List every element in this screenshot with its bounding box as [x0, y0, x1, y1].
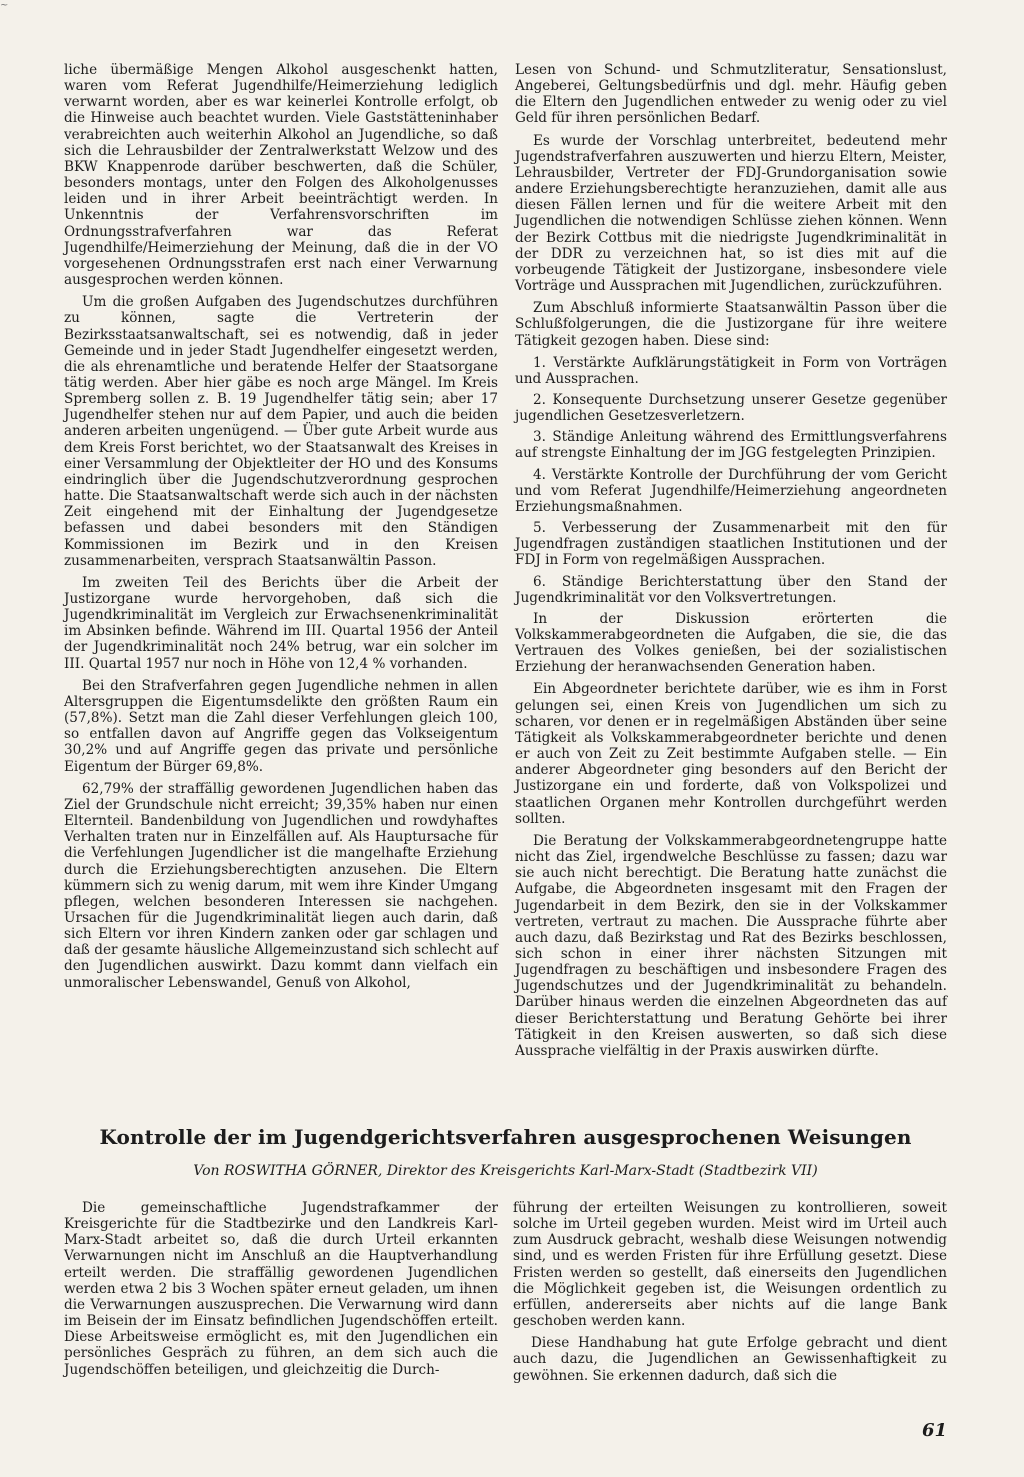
paragraph: Ein Abgeordneter berichtete darüber, wie es ihm in Forst gelungen sei, einen Kreis von Jugendlichen um sich zu scharen, vor denen er in regelmäßigen Abständen über seine Tätigkeit als Volkskammerabgeordneter berichte und denen er auch von Zeit zu Zeit bestimmte Aufgaben stelle. — Ein anderer Abgeordneter ging besonders auf den Bericht der Justizorgane ein und forderte, daß von Volkspolizei und staatlichen Organen mehr Kontrollen durchgeführt werden sollten. [515, 681, 947, 827]
list-item: 6. Ständige Berichterstattung über den Stand der Jugendkriminalität vor den Volksvertretungen. [515, 573, 947, 606]
paragraph: Lesen von Schund- und Schmutzliteratur, Sensationslust, Angeberei, Geltungsbedürfnis und dgl. mehr. Häufig geben die Eltern den Jugendlichen entweder zu wenig oder zu viel Geld für ihren persönlichen Bedarf. [515, 62, 947, 127]
list-item: 1. Verstärkte Aufklärungstätigkeit in Form von Vorträgen und Aussprachen. [515, 354, 947, 387]
article-title: Kontrolle der im Jugendgerichtsverfahren ausgesprochenen Weisungen [99, 1125, 912, 1149]
article1-left-column [64, 62, 498, 997]
article1-right-column [515, 62, 947, 1065]
paragraph: führung der erteilten Weisungen zu kontrollieren, soweit solche im Urteil gegeben wurden. Meist wird im Urteil auch zum Ausdruck gebracht, weshalb diese Weisungen notwendig sind, und es werden Fristen für ihre Erfüllung gesetzt. Diese Fristen werden so gestellt, daß einerseits den Jugendlichen die Möglichkeit gegeben ist, die Weisungen ordentlich zu erfüllen, andererseits aber nichts auf die lange Bank geschoben werden kann. [513, 1200, 947, 1330]
paragraph: Es wurde der Vorschlag unterbreitet, bedeutend mehr Jugendstrafverfahren auszuwerten und hierzu Eltern, Meister, Lehrausbilder, Vertreter der FDJ-Grundorganisation sowie andere Erziehungsberechtigte heranzuziehen, damit alle aus diesen Fällen lernen und für die weitere Arbeit mit den Jugendlichen die notwendigen Schlüsse ziehen können. Wenn der Bezirk Cottbus mit die niedrigste Jugendkriminalität in der DDR zu verzeichnen hat, so ist dies mit auf die vorbeugende Tätigkeit der Justizorgane, insbesondere viele Vorträge und Aussprachen mit Jugendlichen, zurückzuführen. [515, 132, 947, 295]
paragraph: Die gemeinschaftliche Jugendstrafkammer der Kreisgerichte für die Stadtbezirke und den Landkreis Karl-Marx-Stadt arbeitet so, daß die durch Urteil erkannten Verwarnungen nicht im Anschluß an die Hauptverhandlung erteilt werden. Die straffällig gewordenen Jugendlichen werden etwa 2 bis 3 Wochen später erneut geladen, um ihnen die Verwarnungen auszusprechen. Die Verwarnung wird dann im Beisein der im Einsatz befindlichen Jugendschöffen erteilt. Diese Arbeitsweise ermöglicht es, mit den Jugendlichen ein persönliches Gespräch zu führen, an dem sich auch die Jugendschöffen beteiligen, und gleichzeitig die Durch- [64, 1200, 498, 1378]
paragraph: Zum Abschluß informierte Staatsanwältin Passon über die Schlußfolgerungen, die die Justizorgane für ihre weitere Tätigkeit gezogen haben. Diese sind: [515, 300, 947, 349]
corner-mark: ~ [0, 0, 9, 11]
paragraph: Um die großen Aufgaben des Jugendschutzes durchführen zu können, sagte die Vertreterin der Bezirksstaatsanwaltschaft, sei es notwendig, daß in jeder Gemeinde und in jeder Stadt Jugendhelfer eingesetzt werden, die als ehrenamtliche und beratende Helfer der Staatsorgane tätig werden. Aber hier gäbe es noch arge Mängel. Im Kreis Spremberg sollen z. B. 19 Jugendhelfer tätig sein; aber 17 Jugendhelfer stehen nur auf dem Papier, und auch die beiden anderen arbeiten ungenügend. — Über gute Arbeit wurde aus dem Kreis Forst berichtet, wo der Staatsanwalt des Kreises in einer Versammlung der Objektleiter der HO und des Konsums eindringlich über die Jugendschutzverordnung gesprochen hatte. Die Staatsanwaltschaft werde sich auch in der nächsten Zeit eingehend mit der Einhaltung der Jugendgesetze befassen und dabei besonders mit den Ständigen Kommissionen im Bezirk und in den Kreisen zusammenarbeiten, versprach Staatsanwältin Passon. [64, 294, 498, 569]
list-item: 3. Ständige Anleitung während des Ermittlungsverfahrens auf strengste Einhaltung der im JGG festgelegten Prinzipien. [515, 429, 947, 462]
page-number: 61 [921, 1420, 947, 1441]
paragraph: liche übermäßige Mengen Alkohol ausgeschenkt hatten, waren vom Referat Jugendhilfe/Heimerziehung lediglich verwarnt worden, aber es war keinerlei Kontrolle erfolgt, ob die Hinweise auch beachtet wurden. Viele Gaststätteninhaber verabreichten auch weiterhin Alkohol an Jugendliche, so daß sich die Lehrausbilder der Zentralwerkstatt Welzow und des BKW Knappenrode darüber beschwerten, daß die Schüler, besonders montags, unter den Folgen des Alkoholgenusses leiden und in ihrer Arbeit beeinträchtigt werden. In Unkenntnis der Verfahrensvorschriften im Ordnungsstrafverfahren war das Referat Jugendhilfe/Heimerziehung der Meinung, daß die in der VO vorgesehenen Ordnungsstrafen erst nach einer Verwarnung ausgesprochen werden können. [64, 62, 498, 289]
paragraph: Die Beratung der Volkskammerabgeordnetengruppe hatte nicht das Ziel, irgendwelche Beschlüsse zu fassen; dazu war sie auch nicht berechtigt. Die Beratung hatte zunächst die Aufgabe, die Abgeordneten insgesamt mit den Fragen der Jugendarbeit in dem Bezirk, den sie in der Volkskammer vertreten, vertraut zu machen. Die Aussprache führte aber auch dazu, daß Bezirkstag und Rat des Bezirks beschlossen, sich schon in einer ihrer nächsten Sitzungen mit Jugendfragen zu beschäftigen und insbesondere Fragen des Jugendschutzes und der Jugendkriminalität zu behandeln. Darüber hinaus werden die einzelnen Abgeordneten das auf dieser Berichterstattung und Beratung Gehörte bei ihrer Tätigkeit in den Kreisen auswerten, so daß sich diese Aussprache vielfältig in der Praxis auswirken dürfte. [515, 832, 947, 1059]
paragraph: In der Diskussion erörterten die Volkskammerabgeordneten die Aufgaben, die sie, die das Vertrauen des Volkes genießen, bei der sozialistischen Erziehung der heranwachsenden Generation haben. [515, 610, 947, 676]
paragraph: 62,79% der straffällig gewordenen Jugendlichen haben das Ziel der Grundschule nicht erreicht; 39,35% haben nur einen Elternteil. Bandenbildung von Jugendlichen und rowdyhaftes Verhalten traten nur in Einzelfällen auf. Als Hauptursache für die Verfehlungen Jugendlicher ist die mangelhafte Erziehung durch die Erziehungsberechtigten anzusehen. Die Eltern kümmern sich zu wenig darum, mit wem ihre Kinder Umgang pflegen, welchen besonderen Interessen sie nachgehen. Ursachen für die Jugendkriminalität liegen auch darin, daß sich Eltern vor ihren Kindern zanken oder gar schlagen und daß der gesamte häusliche Allgemeinzustand sich schlecht auf den Jugendlichen auswirkt. Dazu kommt dann vielfach ein unmoralischer Lebenswandel, Genuß von Alkohol, [64, 780, 498, 991]
list-item: 5. Verbesserung der Zusammenarbeit mit den für Jugendfragen zuständigen staatlichen Institutionen und der FDJ in Form von regelmäßigen Aussprachen. [515, 520, 947, 569]
paragraph: Im zweiten Teil des Berichts über die Arbeit der Justizorgane wurde hervorgehoben, daß sich die Jugendkriminalität im Vergleich zur Erwachsenenkriminalität im Absinken befinde. Während im III. Quartal 1956 der Anteil der Jugendkriminalität noch 24% betrug, war ein solcher im III. Quartal 1957 nur noch in Höhe von 12,4 % vorhanden. [64, 574, 498, 672]
paragraph: Diese Handhabung hat gute Erfolge gebracht und dient auch dazu, die Jugendlichen an Gewissenhaftigkeit zu gewöhnen. Sie erkennen dadurch, daß sich die [513, 1335, 947, 1384]
article2-left-column [64, 1200, 498, 1384]
list-item: 2. Konsequente Durchsetzung unserer Gesetze gegenüber jugendlichen Gesetzesverletzern. [515, 391, 947, 425]
paragraph: Bei den Strafverfahren gegen Jugendliche nehmen in allen Altersgruppen die Eigentumsdelikte den größten Raum ein (57,8%). Setzt man die Zahl dieser Verfehlungen gleich 100, so entfallen davon auf Angriffe gegen das Volkseigentum 30,2% und auf Angriffe gegen das private und persönliche Eigentum der Bürger 69,8%. [64, 677, 498, 775]
article2-right-column [513, 1200, 947, 1390]
list-item: 4. Verstärkte Kontrolle der Durchführung der vom Gericht und vom Referat Jugendhilfe/Heimerziehung angeordneten Erziehungsmaßnahmen. [515, 466, 947, 515]
article-byline: Von ROSWITHA GÖRNER, Direktor des Kreisgerichts Karl-Marx-Stadt (Stadtbezirk VII) [193, 1163, 818, 1179]
